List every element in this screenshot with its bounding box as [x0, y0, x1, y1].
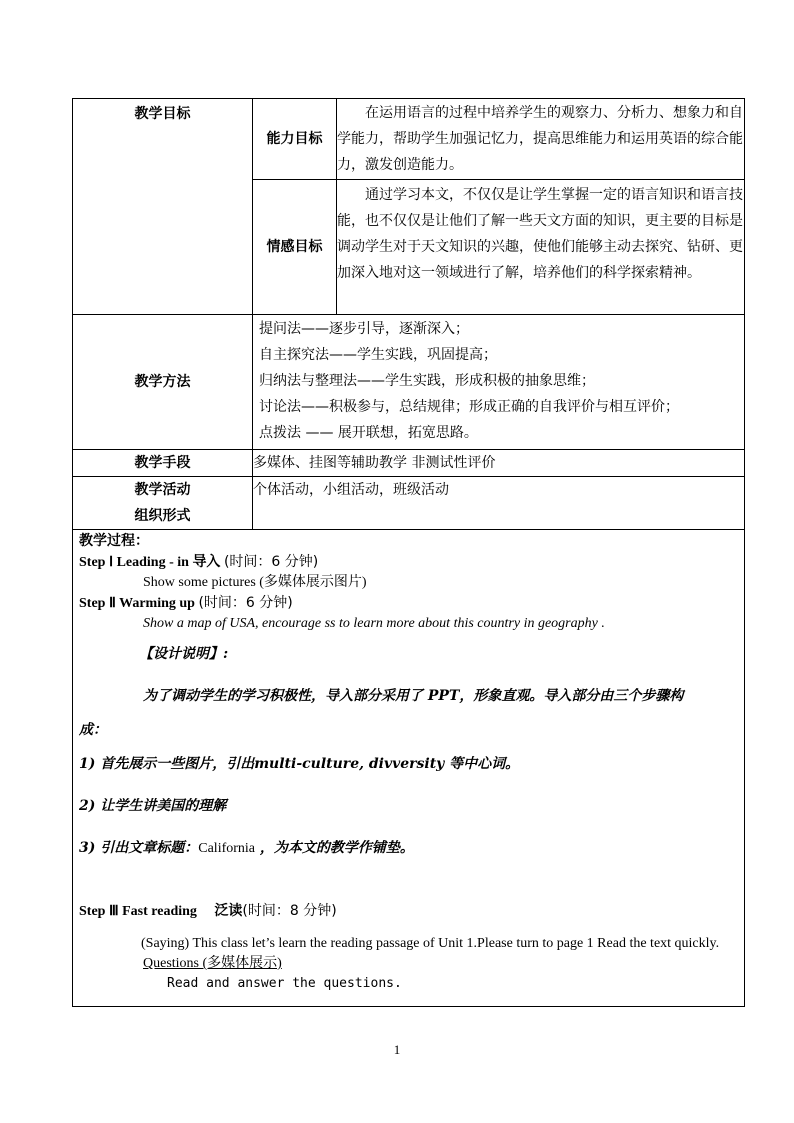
- step3-instruction: Read and answer the questions.: [167, 976, 402, 991]
- step3-questions: Questions (多媒体展示): [143, 956, 282, 971]
- teaching-means-label: 教学手段: [73, 450, 253, 477]
- activities-label-line2: 组织形式: [134, 508, 191, 524]
- step1-cn: 导入: [192, 554, 221, 570]
- design-point-3: [79, 838, 738, 859]
- emotion-goal-label: 情感目标: [253, 180, 337, 315]
- step1-line: [79, 552, 738, 573]
- step1-heading: Step Ⅰ Leading - in: [79, 555, 189, 570]
- design-heading: 【设计说明】:: [139, 646, 229, 662]
- design-point-2: 2) 让学生讲美国的理解: [79, 798, 227, 814]
- teaching-goals-label: 教学目标: [73, 99, 253, 315]
- page-number: 1: [393, 1042, 401, 1057]
- method-item: 归纳法与整理法——学生实践，形成积极的抽象思维；: [259, 373, 595, 389]
- teaching-methods-list: [253, 315, 745, 450]
- process-row: [73, 530, 745, 1007]
- design-point-3-a: 3) 引出文章标题：: [79, 840, 199, 856]
- method-item: 点拨法 —— 展开联想，拓宽思路。: [259, 425, 478, 441]
- teaching-process-cell: [73, 530, 745, 1007]
- step3-cn: 泛读: [214, 903, 243, 919]
- ability-goal-text: 在运用语言的过程中培养学生的观察力、分析力、想象力和自学能力，帮助学生加强记忆力，提高思维能力和运用英语的综合能力，激发创造能力。: [337, 99, 745, 180]
- design-point-1: 1) 首先展示一些图片，引出multi-culture, divversity 等中心词。: [79, 756, 520, 772]
- step3-heading: Step Ⅲ Fast reading: [79, 904, 197, 919]
- activities-label-line1: 教学活动: [134, 482, 191, 498]
- step3-line: [79, 901, 738, 922]
- teaching-process: [73, 530, 744, 1006]
- step3-time: (时间：8 分钟): [242, 903, 337, 919]
- ability-goal-label: 能力目标: [253, 99, 337, 180]
- design-point-3-c: ，为本文的教学作铺垫。: [255, 840, 414, 856]
- means-row: [73, 450, 745, 477]
- step1-time: (时间：6 分钟): [223, 554, 319, 570]
- step1-detail: Show some pictures (多媒体展示图片): [143, 575, 367, 590]
- step2-heading: Step Ⅱ Warming up: [79, 596, 195, 611]
- design-text-2: 成：: [79, 722, 107, 738]
- methods-row: [73, 315, 745, 450]
- design-point-3-title: California: [198, 841, 256, 856]
- method-item: 提问法——逐步引导，逐渐深入；: [259, 321, 469, 337]
- design-text-1: 为了调动学生的学习积极性，导入部分采用了 PPT，形象直观。导入部分由三个步骤构: [143, 688, 684, 704]
- lesson-plan-table: [72, 98, 745, 1007]
- step2-time: (时间：6 分钟): [198, 595, 293, 611]
- step2-line: [79, 593, 738, 614]
- teaching-methods-label: 教学方法: [73, 315, 253, 450]
- process-title: 教学过程：: [79, 534, 149, 549]
- step2-detail: Show a map of USA, encourage ss to learn more about this country in geography .: [143, 616, 605, 631]
- emotion-goal-text: 通过学习本文，不仅仅是让学生掌握一定的语言知识和语言技能，也不仅仅是让他们了解一些天文方面的知识，更主要的目标是调动学生对于天文知识的兴趣，使他们能够主动去探究、钻研、更加深入地对这一领域进行了解，培养他们的科学探索精神。: [337, 180, 745, 315]
- teaching-means-text: 多媒体、挂图等辅助教学 非测试性评价: [253, 450, 745, 477]
- activities-row: [73, 477, 745, 530]
- ability-goal-row: [73, 99, 745, 180]
- teaching-activities-label: [73, 477, 253, 530]
- method-item: 讨论法——积极参与，总结规律；形成正确的自我评价与相互评价；: [259, 399, 679, 415]
- teaching-activities-text: 个体活动，小组活动，班级活动: [253, 477, 745, 530]
- step3-saying: (Saying) This class let’s learn the reading passage of Unit 1.Please turn to page 1 Read the text quickly.: [141, 936, 720, 951]
- method-item: 自主探究法——学生实践，巩固提高；: [259, 347, 497, 363]
